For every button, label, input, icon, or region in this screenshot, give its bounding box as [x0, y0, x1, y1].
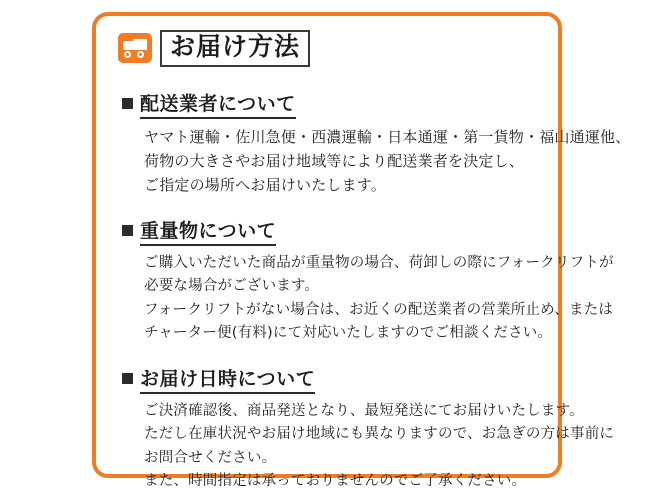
section-heavy-items — [114, 216, 614, 346]
delivery-truck-icon — [118, 33, 152, 63]
section-heading: 重量物について — [140, 216, 276, 246]
body-line: ただし在庫状況やお届け地域にも異なりますので、お急ぎの方は事前に — [144, 426, 615, 443]
section-heading-row — [122, 216, 540, 246]
body-line: ご購入いただいた商品が重量物の場合、荷卸しの際にフォークリフトが — [144, 254, 614, 271]
section-heading: お届け日時について — [140, 364, 315, 394]
square-bullet-icon — [122, 98, 133, 109]
body-line: お問合せください。 — [144, 449, 277, 466]
card-content — [96, 16, 631, 490]
delivery-info-card — [92, 12, 631, 490]
square-bullet-icon — [122, 225, 133, 236]
body-line: ご指定の場所へお届けいたします。 — [144, 176, 387, 195]
body-line: フォークリフトがない場合は、お近くの配送業者の営業所止め、または — [144, 301, 614, 318]
section-delivery-datetime — [114, 364, 615, 494]
body-line: 荷物の大きさやお届け地域等により配送業者を決定し、 — [144, 152, 525, 171]
card-title-row — [118, 30, 540, 67]
body-line: ヤマト運輸・佐川急便・西濃運輸・日本通運・第一貨物・福山通運他、 — [144, 127, 631, 146]
section-heading-row — [122, 89, 540, 119]
section-body — [122, 400, 615, 494]
page-title: お届け方法 — [160, 30, 310, 67]
section-shipping-carriers — [114, 89, 631, 198]
body-line: また、時間指定は承っておりませんのでご了承ください。 — [144, 473, 527, 490]
square-bullet-icon — [122, 373, 133, 384]
section-heading-row — [122, 364, 540, 394]
body-line: チャーター便(有料)にて対応いたしますのでご相談ください。 — [144, 325, 553, 342]
body-line: ご決済確認後、商品発送となり、最短発送にてお届けいたします。 — [144, 402, 584, 419]
section-body — [122, 252, 614, 346]
body-line: 必要な場合がございます。 — [144, 278, 320, 295]
section-heading: 配送業者について — [140, 89, 296, 119]
section-body — [122, 125, 631, 198]
